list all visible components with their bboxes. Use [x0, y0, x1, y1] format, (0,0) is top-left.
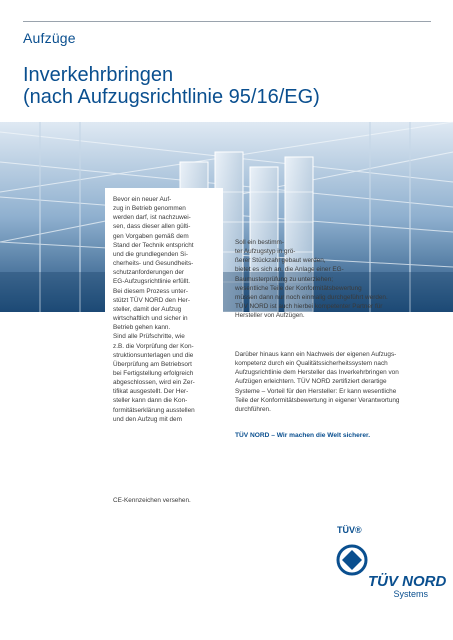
right-p2-line-3: Aufzugsrichtlinie dem Hersteller das Inverkehrbringen von	[235, 369, 399, 377]
left-line-12: stützt TÜV NORD den Her-	[113, 296, 190, 304]
left-line-20: bei Fertigstellung erfolgreich	[113, 369, 194, 377]
page-title-line-1: Inverkehrbringen	[23, 64, 174, 86]
left-line-10: EG-Aufzugsrichtlinie erfüllt.	[113, 278, 191, 286]
logo-text: TÜV NORD	[368, 573, 447, 590]
left-line-16: Sind alle Prüfschritte, wie	[113, 333, 185, 341]
left-line-5: gen Vorgaben gemäß dem	[113, 232, 189, 240]
right-p2-line-7: durchführen.	[235, 405, 271, 413]
left-line-22: tifikat ausgestellt. Der Her-	[113, 388, 189, 396]
left-line-2: zug in Betrieb genommen	[113, 205, 186, 213]
tuv-nord-logo	[330, 542, 447, 599]
logo-subtext: Systems	[393, 589, 428, 599]
left-line-25: und den Aufzug mit dem	[113, 415, 182, 423]
right-p1-line-1: Soll ein bestimm-	[235, 239, 285, 246]
page-title-line-2: (nach Aufzugsrichtlinie 95/16/EG)	[23, 86, 320, 108]
left-line-6: Stand der Technik entspricht	[113, 241, 194, 249]
slogan: TÜV NORD – Wir machen die Welt sicherer.	[235, 432, 371, 439]
left-line-11: Bei diesem Prozess unter-	[113, 287, 188, 295]
left-line-3: werden darf, ist nachzuwei-	[113, 214, 191, 222]
right-p1-line-6: wesentliche Teile der Konformitätsbewertung	[235, 284, 362, 292]
left-line-7: und die grundlegenden Si-	[113, 250, 188, 258]
right-p1-line-3: ßerer Stückzahl gebaut werden,	[235, 257, 326, 265]
left-column-last-line: CE-Kennzeichen versehen.	[113, 497, 191, 504]
left-line-24: formitätserklärung ausstellen	[113, 406, 195, 414]
left-line-15: Betrieb gehen kann.	[113, 324, 171, 332]
right-p2-line-1: Darüber hinaus kann ein Nachweis der eigenen Aufzugs-	[235, 351, 397, 358]
left-column-text	[113, 195, 218, 424]
left-line-21: abgeschlossen, wird ein Zer-	[113, 379, 195, 387]
right-column-paragraph-1	[235, 238, 435, 320]
tuv-nord-logo-icon	[330, 542, 447, 599]
left-line-14: wirtschaftlich und sicher in	[113, 315, 188, 323]
right-p2-line-4: Aufzügen erleichtern. TÜV NORD zertifiziert derartige	[235, 378, 387, 386]
left-line-1: Bevor ein neuer Auf-	[113, 196, 172, 203]
left-line-18: struktionsunterlagen und die	[113, 351, 194, 359]
right-p2-line-5: Systeme – Vorteil für den Hersteller: Er kann wesentliche	[235, 387, 397, 395]
left-line-13: steller, damit der Aufzug	[113, 305, 182, 313]
left-line-8: cherheits- und Gesundheits-	[113, 260, 194, 268]
right-column-paragraph-2	[235, 350, 435, 414]
left-line-17: z.B. die Vorprüfung der Kon-	[113, 342, 194, 350]
top-divider	[23, 21, 431, 22]
left-line-9: schutzanforderungen der	[113, 269, 185, 277]
right-p2-line-6: Teile der Konformitätsbewertung in eigener Verantwortung	[235, 396, 400, 404]
right-p1-line-2: ter Aufzugstyp in grö-	[235, 248, 296, 256]
right-p1-line-7: müssen dann nur noch einmalig durchgeführt werden.	[235, 293, 388, 301]
tuv-mark: TÜV®	[337, 525, 362, 535]
page-title	[23, 64, 320, 108]
right-p1-line-4: bietet es sich an, die Anlage einer EG-	[235, 266, 344, 274]
left-line-4: sen, dass dieser allen gülti-	[113, 223, 191, 231]
left-line-23: steller kann dann die Kon-	[113, 397, 188, 405]
right-p1-line-5: Baumusterprüfung zu unterziehen;	[235, 275, 334, 283]
right-p1-line-8: TÜV NORD ist auch hierbei kompetenter Partner für	[235, 303, 383, 311]
right-p2-line-2: kompetenz durch ein Qualitätssicherheitssystem nach	[235, 360, 388, 368]
left-line-19: Überprüfung am Betriebsort	[113, 360, 192, 368]
section-label: Aufzüge	[23, 30, 76, 46]
right-p1-line-9: Hersteller von Aufzügen.	[235, 312, 305, 320]
